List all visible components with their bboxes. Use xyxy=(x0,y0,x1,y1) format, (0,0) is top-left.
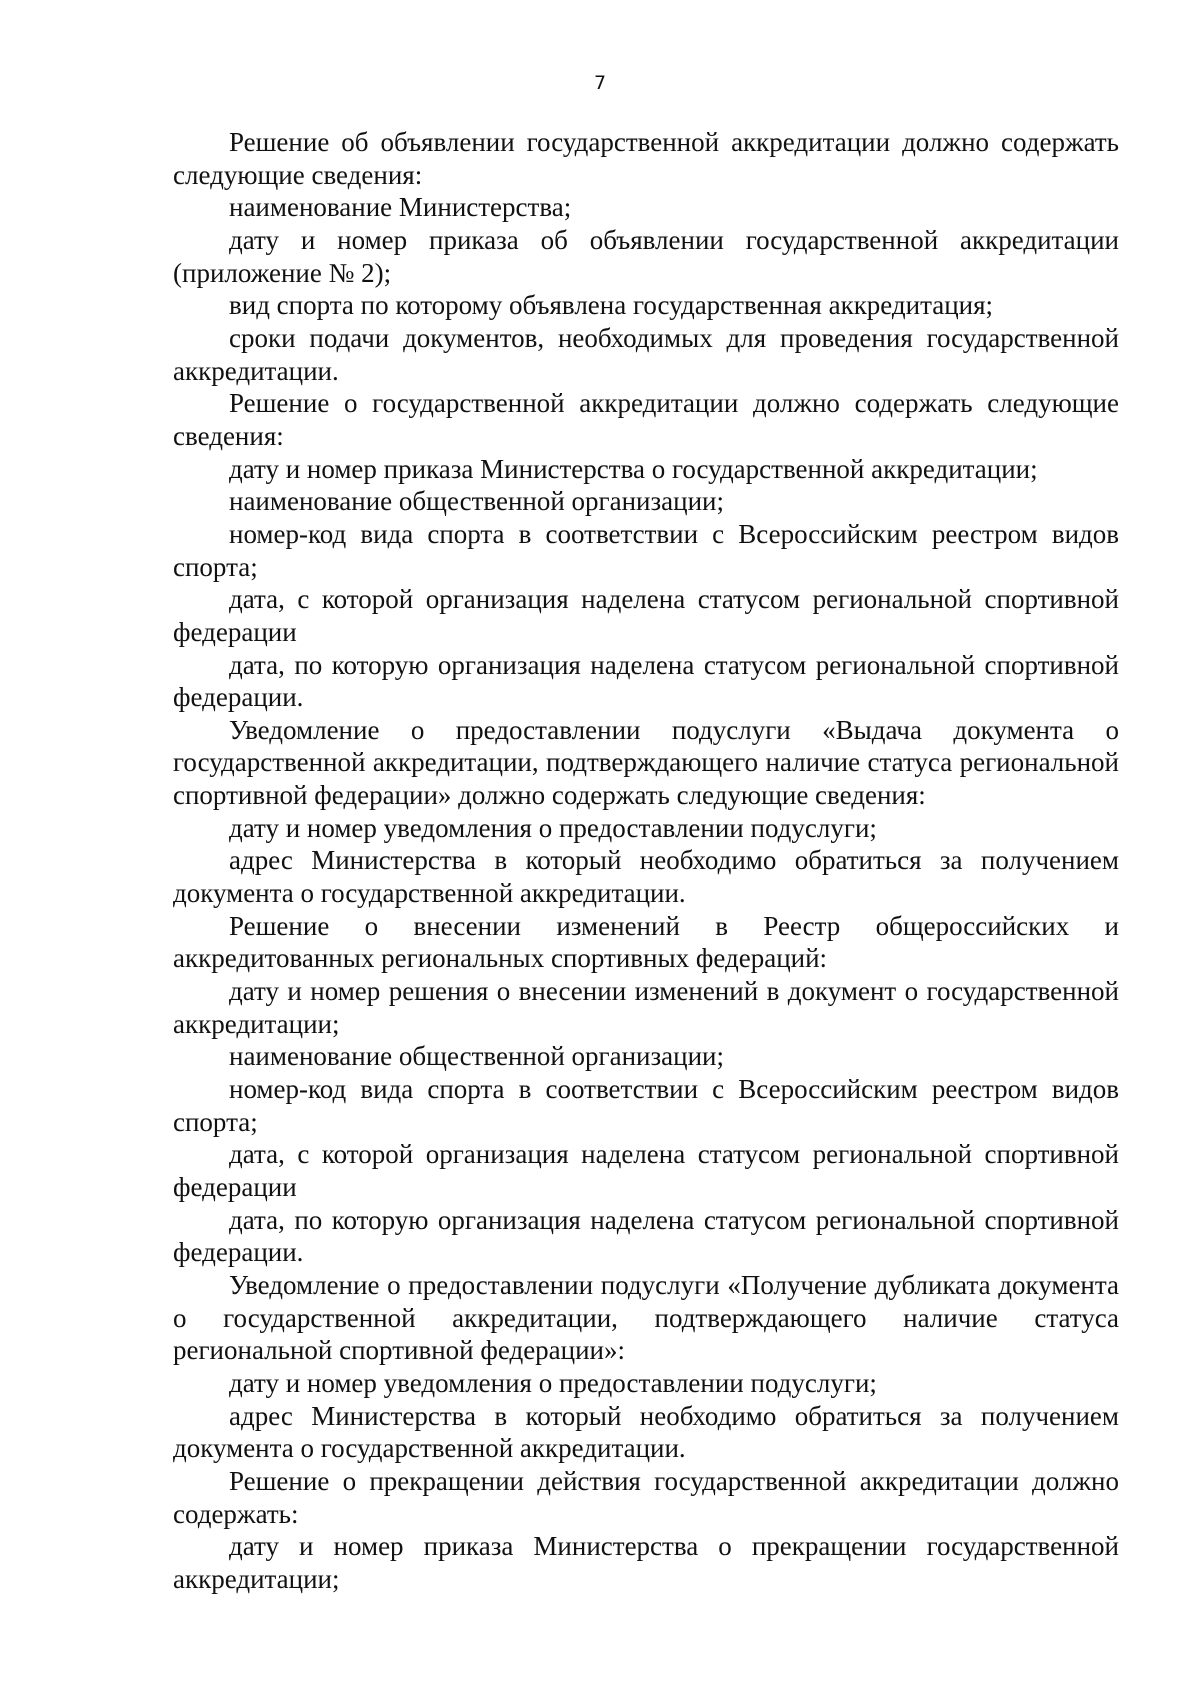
paragraph: дата, по которую организация наделена статусом региональной спортивной федерации. xyxy=(173,1204,1119,1268)
paragraph: адрес Министерства в который необходимо обратиться за получением документа о государственной аккредитации. xyxy=(173,845,1119,909)
paragraph: дату и номер приказа об объявлении государственной аккредитации (приложение № 2); xyxy=(173,224,1119,288)
paragraph: Решение о государственной аккредитации должно содержать следующие сведения: xyxy=(173,388,1119,451)
paragraph: наименование общественной организации; xyxy=(229,1041,725,1072)
paragraph: Уведомление о предоставлении подуслуги «Получение дубликата документа о государственной аккредитации, подтверждающего наличие статуса региональной спортивной федерации»: xyxy=(173,1269,1119,1366)
paragraph: дату и номер уведомления о предоставлении подуслуги; xyxy=(229,812,877,843)
paragraph: адрес Министерства в который необходимо обратиться за получением документа о государственной аккредитации. xyxy=(173,1400,1119,1464)
paragraph: дату и номер приказа Министерства о прекращении государственной аккредитации; xyxy=(173,1531,1119,1594)
paragraph: дату и номер решения о внесении изменений в документ о государственной аккредитации; xyxy=(173,976,1119,1039)
paragraph: Решение об объявлении государственной аккредитации должно содержать следующие сведения: xyxy=(173,127,1119,190)
paragraph: вид спорта по которому объявлена государственная аккредитация; xyxy=(229,290,994,321)
paragraph: дата, с которой организация наделена статусом региональной спортивной федерации xyxy=(173,1139,1119,1202)
paragraph: Решение о прекращении действия государственной аккредитации должно содержать: xyxy=(173,1465,1119,1529)
paragraph: дату и номер приказа Министерства о государственной аккредитации; xyxy=(229,453,1038,484)
paragraph: дата, с которой организация наделена статусом региональной спортивной федерации xyxy=(173,584,1119,647)
paragraph: наименование Министерства; xyxy=(229,192,572,223)
paragraph: номер-код вида спорта в соответствии с Всероссийским реестром видов спорта; xyxy=(173,1074,1119,1137)
paragraph: сроки подачи документов, необходимых для проведения государственной аккредитации. xyxy=(173,322,1119,386)
paragraph: Уведомление о предоставлении подуслуги «Выдача документа о государственной аккредитации, подтверждающего наличие статуса региональной спортивной федерации» должно содержать следующие сведения: xyxy=(173,714,1119,811)
page-number: 7 xyxy=(593,72,607,94)
paragraph: номер-код вида спорта в соответствии с Всероссийским реестром видов спорта; xyxy=(173,518,1119,582)
paragraph: дату и номер уведомления о предоставлении подуслуги; xyxy=(229,1367,877,1398)
paragraph: наименование общественной организации; xyxy=(229,486,725,517)
document-body xyxy=(173,126,1119,1596)
paragraph: Решение о внесении изменений в Реестр общероссийских и аккредитованных региональных спортивных федераций: xyxy=(173,910,1119,974)
paragraph: дата, по которую организация наделена статусом региональной спортивной федерации. xyxy=(173,649,1119,713)
